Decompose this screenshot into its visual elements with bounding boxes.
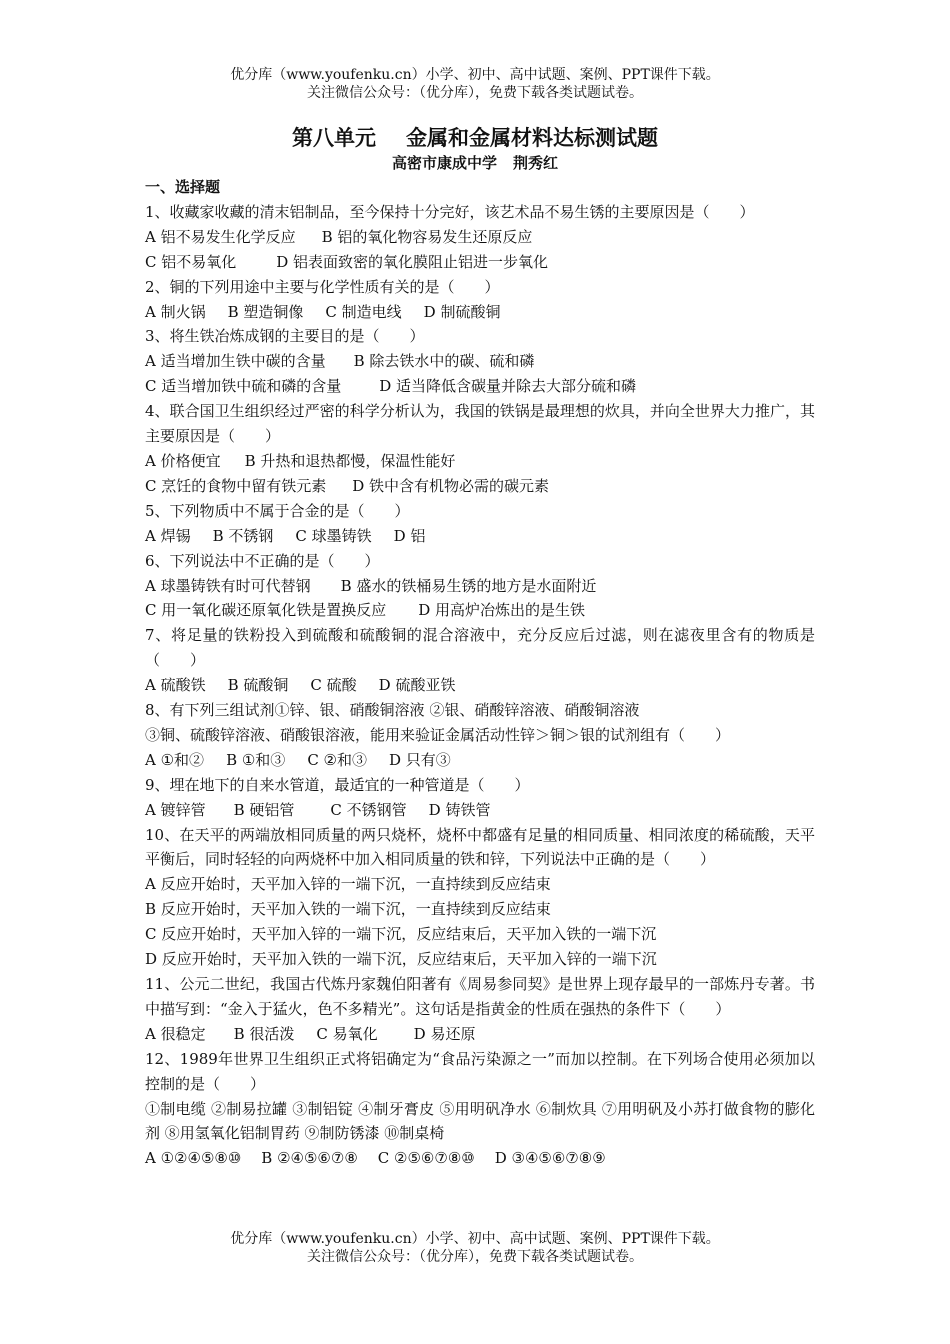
question-3-option-a: A 适当增加生铁中碳的含量 bbox=[145, 352, 326, 371]
question-1-option-b: B 铝的氧化物容易发生还原反应 bbox=[321, 227, 533, 246]
question-6-option-c: C 用一氧化碳还原氧化铁是置换反应 bbox=[145, 601, 387, 620]
page-header bbox=[0, 66, 950, 102]
question-3-option-c: C 适当增加铁中硫和磷的含量 bbox=[145, 377, 342, 396]
question-1-options-row-1 bbox=[145, 225, 815, 250]
question-6-option-a: A 球墨铸铁有时可代替钢 bbox=[145, 576, 311, 595]
question-6-option-b: B 盛水的铁桶易生锈的地方是水面附近 bbox=[340, 576, 597, 595]
question-9-option-b: B 硬铝管 bbox=[233, 800, 295, 819]
question-1-options-row-2 bbox=[145, 250, 815, 275]
question-4-options-row-2 bbox=[145, 474, 815, 499]
title-topic: 金属和金属材料达标测试题 bbox=[406, 126, 658, 150]
question-12-items: ①制电缆 ②制易拉罐 ③制铝锭 ④制牙膏皮 ⑤用明矾净水 ⑥制炊具 ⑦用明矾及小苏打做食物的膨化剂 ⑧用氢氧化铝制胃药 ⑨制防锈漆 ⑩制桌椅 bbox=[145, 1099, 815, 1143]
question-1-option-d: D 铝表面致密的氧化膜阻止铝进一步氧化 bbox=[276, 252, 549, 271]
question-8-stem-line-1: 8、有下列三组试剂①锌、银、硝酸铜溶液 ②银、硝酸锌溶液、硝酸铜溶液 bbox=[145, 701, 640, 720]
question-9-option-d: D 铸铁管 bbox=[428, 800, 491, 819]
document-author bbox=[0, 153, 950, 173]
question-11-option-d: D 易还原 bbox=[413, 1024, 476, 1043]
footer-line-1: 优分库（www.youfenku.cn）小学、初中、高中试题、案例、PPT课件下载。 bbox=[230, 1231, 720, 1247]
document-title bbox=[0, 124, 950, 152]
title-unit: 第八单元 bbox=[292, 126, 376, 150]
question-7-options bbox=[145, 673, 815, 698]
page-footer bbox=[0, 1230, 950, 1266]
question-1-option-c: C 铝不易氧化 bbox=[145, 252, 237, 271]
question-8-option-a: A ①和② bbox=[145, 750, 205, 769]
header-line-1: 优分库（www.youfenku.cn）小学、初中、高中试题、案例、PPT课件下载。 bbox=[230, 67, 720, 83]
question-2-options bbox=[145, 300, 815, 325]
question-2-option-a: A 制火锅 bbox=[145, 302, 206, 321]
question-3-options-row-1 bbox=[145, 349, 815, 374]
question-6-option-d: D 用高炉冶炼出的是生铁 bbox=[418, 601, 586, 620]
question-6-stem: 6、下列说法中不正确的是（ ） bbox=[145, 551, 380, 570]
question-12-option-a: A ①②④⑤⑧⑩ bbox=[145, 1149, 242, 1168]
question-8-option-b: B ①和③ bbox=[226, 750, 286, 769]
question-list bbox=[145, 175, 815, 1171]
question-5-option-a: A 焊锡 bbox=[145, 526, 191, 545]
question-12-stem: 12、1989年世界卫生组织正式将铝确定为“食品污染源之一”而加以控制。在下列场合使用必须加以控制的是（ ） bbox=[145, 1049, 815, 1093]
question-10-stem: 10、在天平的两端放相同质量的两只烧杯，烧杯中都盛有足量的相同质量、相同浓度的稀硫酸，天平平衡后，同时轻轻的向两烧杯中加入相同质量的铁和锌，下列说法中正确的是（ ） bbox=[145, 825, 815, 869]
author-name: 荆秀红 bbox=[513, 154, 559, 172]
question-5-options bbox=[145, 524, 815, 549]
question-9-option-c: C 不锈钢管 bbox=[330, 800, 407, 819]
question-7-option-d: D 硫酸亚铁 bbox=[378, 676, 456, 695]
question-9-stem: 9、埋在地下的自来水管道，最适宜的一种管道是（ ） bbox=[145, 775, 530, 794]
question-7-option-a: A 硫酸铁 bbox=[145, 676, 206, 695]
question-3-option-d: D 适当降低含碳量并除去大部分硫和磷 bbox=[379, 377, 637, 396]
question-3-stem: 3、将生铁冶炼成钢的主要目的是（ ） bbox=[145, 327, 425, 346]
question-8-options bbox=[145, 748, 815, 773]
question-9-option-a: A 镀锌管 bbox=[145, 800, 206, 819]
question-4-option-b: B 升热和退热都慢，保温性能好 bbox=[244, 451, 456, 470]
question-4-stem: 4、联合国卫生组织经过严密的科学分析认为，我国的铁锅是最理想的炊具，并向全世界大力推广，其主要原因是（ ） bbox=[145, 402, 815, 446]
question-10-option-a: A 反应开始时，天平加入锌的一端下沉，一直持续到反应结束 bbox=[145, 875, 551, 894]
question-4-options-row-1 bbox=[145, 449, 815, 474]
question-8-option-d: D 只有③ bbox=[389, 750, 451, 769]
question-5-option-d: D 铝 bbox=[393, 526, 426, 545]
question-11-stem: 11、公元二世纪，我国古代炼丹家魏伯阳著有《周易参同契》是世界上现存最早的一部炼丹专著。书中描写到：“金入于猛火，色不多精光”。这句话是指黄金的性质在强热的条件下（ ） bbox=[145, 975, 815, 1018]
question-9-options bbox=[145, 798, 815, 823]
header-line-2: 关注微信公众号：（优分库），免费下载各类试题试卷。 bbox=[307, 85, 643, 101]
question-6-options-row-1 bbox=[145, 574, 815, 599]
question-7-option-c: C 硫酸 bbox=[310, 676, 357, 695]
question-2-option-d: D 制硫酸铜 bbox=[423, 302, 501, 321]
question-11-option-b: B 很活泼 bbox=[233, 1024, 295, 1043]
question-3-options-row-2 bbox=[145, 374, 815, 399]
question-5-option-b: B 不锈钢 bbox=[212, 526, 274, 545]
question-4-option-a: A 价格便宜 bbox=[145, 451, 221, 470]
question-6-options-row-2 bbox=[145, 598, 815, 623]
question-12-option-d: D ③④⑤⑥⑦⑧⑨ bbox=[494, 1149, 606, 1168]
question-10-option-c: C 反应开始时，天平加入锌的一端下沉，反应结束后，天平加入铁的一端下沉 bbox=[145, 925, 657, 944]
question-2-option-b: B 塑造铜像 bbox=[227, 302, 304, 321]
question-5-stem: 5、下列物质中不属于合金的是（ ） bbox=[145, 501, 410, 520]
question-7-stem: 7、将足量的铁粉投入到硫酸和硫酸铜的混合溶液中，充分反应后过滤，则在滤夜里含有的物质是（ ） bbox=[145, 626, 815, 670]
question-12-options bbox=[145, 1146, 815, 1171]
question-12-option-b: B ②④⑤⑥⑦⑧ bbox=[261, 1149, 358, 1168]
question-8-option-c: C ②和③ bbox=[307, 750, 368, 769]
question-1-stem: 1、收藏家收藏的清末铝制品，至今保持十分完好，该艺术品不易生锈的主要原因是（ ） bbox=[145, 202, 755, 221]
question-12-option-c: C ②⑤⑥⑦⑧⑩ bbox=[377, 1149, 475, 1168]
question-11-options bbox=[145, 1022, 815, 1047]
question-8-stem-line-2: ③铜、硫酸锌溶液、硝酸银溶液，能用来验证金属活动性锌＞铜＞银的试剂组有（ ） bbox=[145, 725, 731, 744]
author-school: 高密市康成中学 bbox=[391, 154, 497, 172]
question-2-stem: 2、铜的下列用途中主要与化学性质有关的是（ ） bbox=[145, 277, 500, 296]
footer-line-2: 关注微信公众号：（优分库），免费下载各类试题试卷。 bbox=[307, 1249, 643, 1265]
question-11-option-c: C 易氧化 bbox=[316, 1024, 378, 1043]
question-10-option-d: D 反应开始时，天平加入铁的一端下沉，反应结束后，天平加入锌的一端下沉 bbox=[145, 950, 657, 969]
question-7-option-b: B 硫酸铜 bbox=[227, 676, 289, 695]
question-11-option-a: A 很稳定 bbox=[145, 1024, 206, 1043]
question-2-option-c: C 制造电线 bbox=[325, 302, 402, 321]
question-5-option-c: C 球墨铸铁 bbox=[295, 526, 372, 545]
question-1-option-a: A 铝不易发生化学反应 bbox=[145, 227, 296, 246]
question-4-option-c: C 烹饪的食物中留有铁元素 bbox=[145, 476, 327, 495]
section-heading: 一、选择题 bbox=[145, 178, 221, 196]
question-4-option-d: D 铁中含有机物必需的碳元素 bbox=[352, 476, 550, 495]
question-3-option-b: B 除去铁水中的碳、硫和磷 bbox=[353, 352, 535, 371]
question-10-option-b: B 反应开始时，天平加入铁的一端下沉，一直持续到反应结束 bbox=[145, 900, 551, 919]
